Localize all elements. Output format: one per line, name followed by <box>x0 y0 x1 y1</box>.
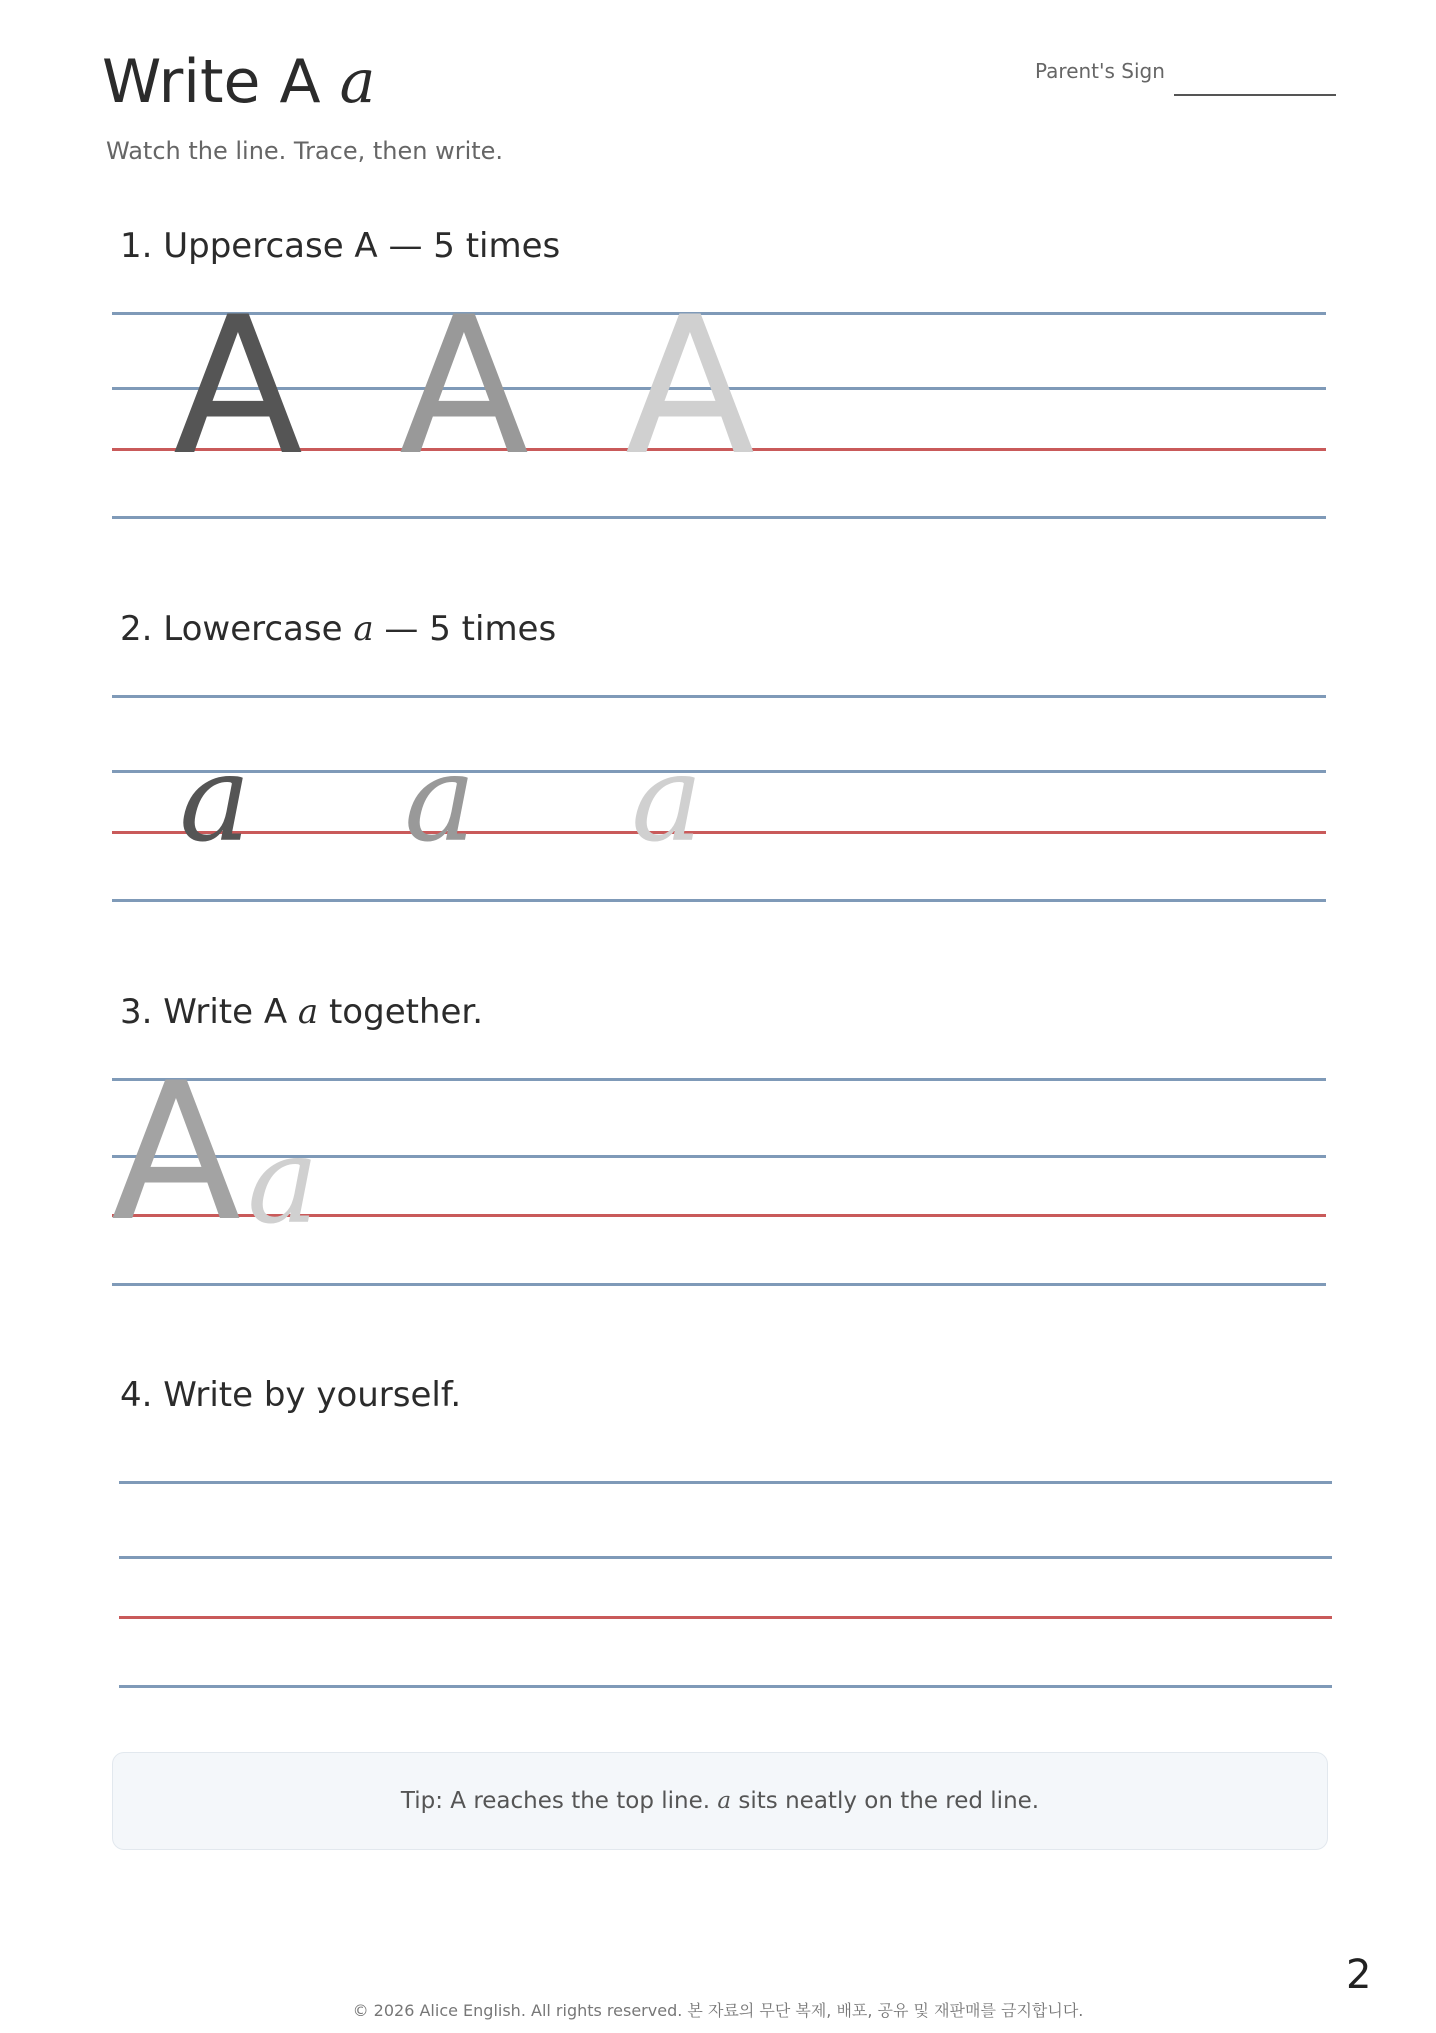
guide-mid-line <box>119 1556 1332 1559</box>
section-1-title: 1. Uppercase A — 5 times <box>120 226 561 266</box>
section-3-title: 3. Write A a together. <box>120 992 484 1032</box>
parent-sign-line[interactable] <box>1174 94 1336 96</box>
tip-box <box>112 1752 1328 1850</box>
trace-letter-light: A <box>625 276 755 497</box>
guide-bottom-line <box>112 1283 1326 1286</box>
guide-top-line <box>112 1078 1326 1081</box>
copyright-footer: © 2026 Alice English. All rights reserved. 본 자료의 무단 복제, 배포, 공유 및 재판매를 금지합니다. <box>352 2001 1084 2020</box>
guide-base-line <box>112 831 1326 834</box>
tip-text: Tip: A reaches the top line. a sits neatly on the red line. <box>400 1788 1040 1814</box>
page-title: Write A a <box>102 47 376 117</box>
trace-letter-dark: a <box>179 730 251 869</box>
guide-bottom-line <box>119 1685 1332 1688</box>
trace-letter-mid: A <box>399 276 529 497</box>
guide-bottom-line <box>112 899 1326 902</box>
trace-letter-dark: A <box>173 276 303 497</box>
page-number: 2 <box>1346 1952 1372 1998</box>
trace-letter-upper: A <box>111 1042 241 1263</box>
guide-bottom-line <box>112 516 1326 519</box>
trace-letter-lower: a <box>247 1112 319 1251</box>
guide-base-line <box>119 1616 1332 1619</box>
guide-mid-line <box>112 770 1326 773</box>
section-4-title: 4. Write by yourself. <box>120 1375 462 1415</box>
guide-top-line <box>112 695 1326 698</box>
guide-top-line <box>119 1481 1332 1484</box>
trace-letter-mid: a <box>404 730 476 869</box>
page-subtitle: Watch the line. Trace, then write. <box>106 137 504 165</box>
parent-sign-label: Parent's Sign <box>1035 59 1165 83</box>
trace-letter-light: a <box>631 730 703 869</box>
section-2-title: 2. Lowercase a — 5 times <box>120 609 557 649</box>
